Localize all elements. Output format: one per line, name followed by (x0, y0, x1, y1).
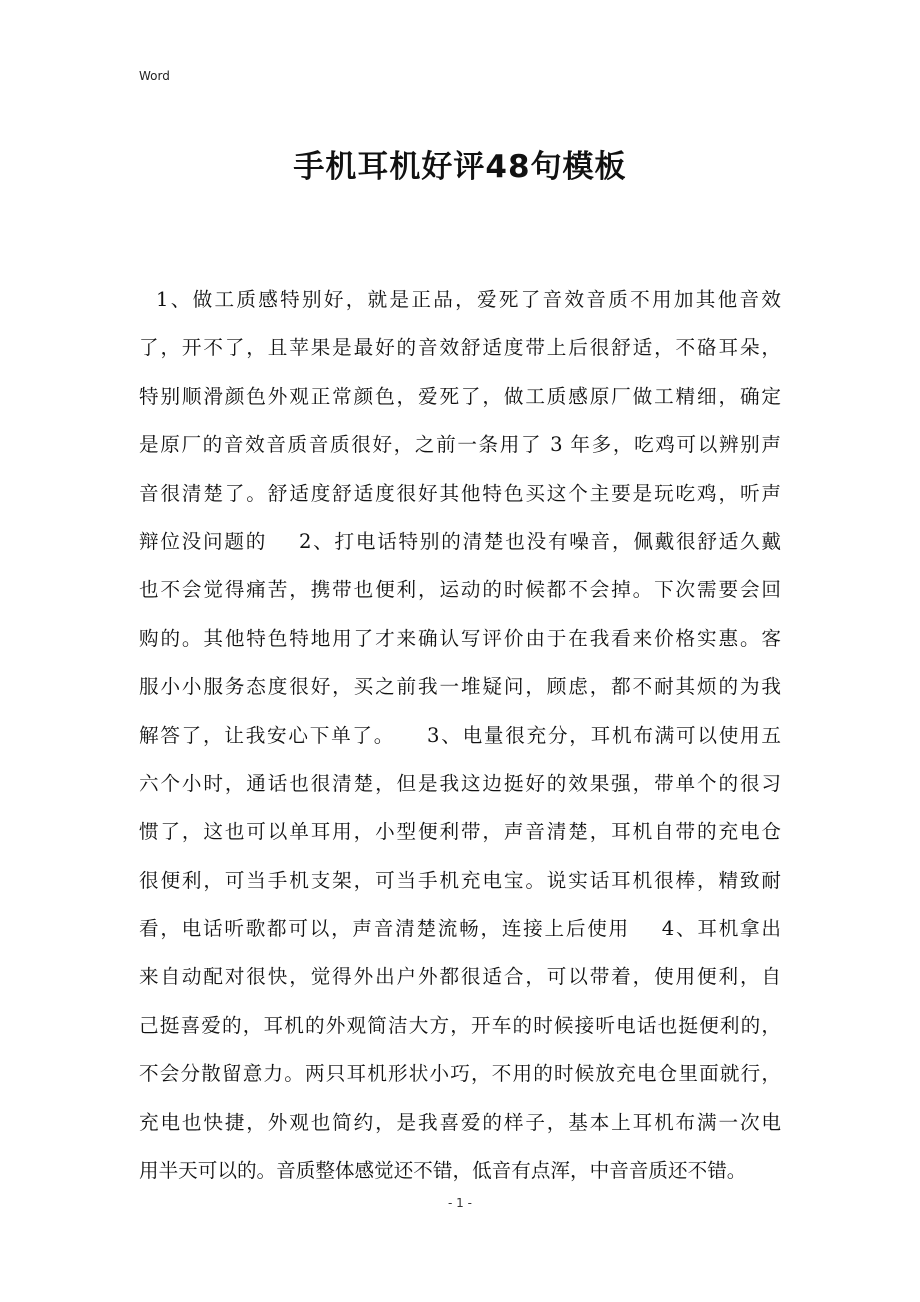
body-line: 购的。其他特色特地用了才来确认写评价由于在我看来价格实惠。客 (139, 626, 781, 650)
body-line: 己挺喜爱的，耳机的外观简洁大方，开车的时候接听电话也挺便利的， (139, 1013, 781, 1037)
body-line: 看，电话听歌都可以，声音清楚流畅，连接上后使用 4、耳机拿出 (139, 917, 781, 941)
body-line: 是原厂的音效音质音质很好，之前一条用了 3 年多，吃鸡可以辨别声 (139, 433, 781, 457)
body-line: 解答了，让我安心下单了。 3、电量很充分，耳机布满可以使用五 (139, 723, 781, 747)
page-number: - 1 - (448, 1196, 472, 1210)
body-line: 服小小服务态度很好，买之前我一堆疑问，顾虑，都不耐其烦的为我 (139, 675, 781, 699)
body-line: 用半天可以的。音质整体感觉还不错，低音有点浑，中音音质还不错。 (139, 1159, 747, 1183)
body-line: 惯了，这也可以单耳用，小型便利带，声音清楚，耳机自带的充电仓 (139, 820, 781, 844)
body-line: 特别顺滑颜色外观正常颜色，爱死了，做工质感原厂做工精细，确定 (139, 384, 781, 408)
body-line: 辩位没问题的 2、打电话特别的清楚也没有噪音，佩戴很舒适久戴 (139, 529, 781, 553)
body-line: 音很清楚了。舒适度舒适度很好其他特色买这个主要是玩吃鸡，听声 (139, 481, 781, 505)
body-line: 不会分散留意力。两只耳机形状小巧，不用的时候放充电仓里面就行， (139, 1062, 781, 1086)
body-line: 很便利，可当手机支架，可当手机充电宝。说实话耳机很棒，精致耐 (139, 868, 781, 892)
body-line: 六个小时，通话也很清楚，但是我这边挺好的效果强，带单个的很习 (139, 771, 781, 795)
body-line: 了，开不了，且苹果是最好的音效舒适度带上后很舒适，不硌耳朵， (139, 336, 781, 360)
body-line: 来自动配对很快，觉得外出户外都很适合，可以带着，使用便利，自 (139, 965, 781, 989)
body-line: 充电也快捷，外观也简约，是我喜爱的样子，基本上耳机布满一次电 (139, 1110, 781, 1134)
document-title: 手机耳机好评48句模板 (293, 149, 627, 185)
body-line: 也不会觉得痛苦，携带也便利，运动的时候都不会掉。下次需要会回 (139, 578, 781, 602)
body-line: 1、做工质感特别好，就是正品，爱死了音效音质不用加其他音效 (139, 288, 781, 311)
document-body (139, 276, 781, 1195)
header-label: Word (139, 69, 170, 83)
